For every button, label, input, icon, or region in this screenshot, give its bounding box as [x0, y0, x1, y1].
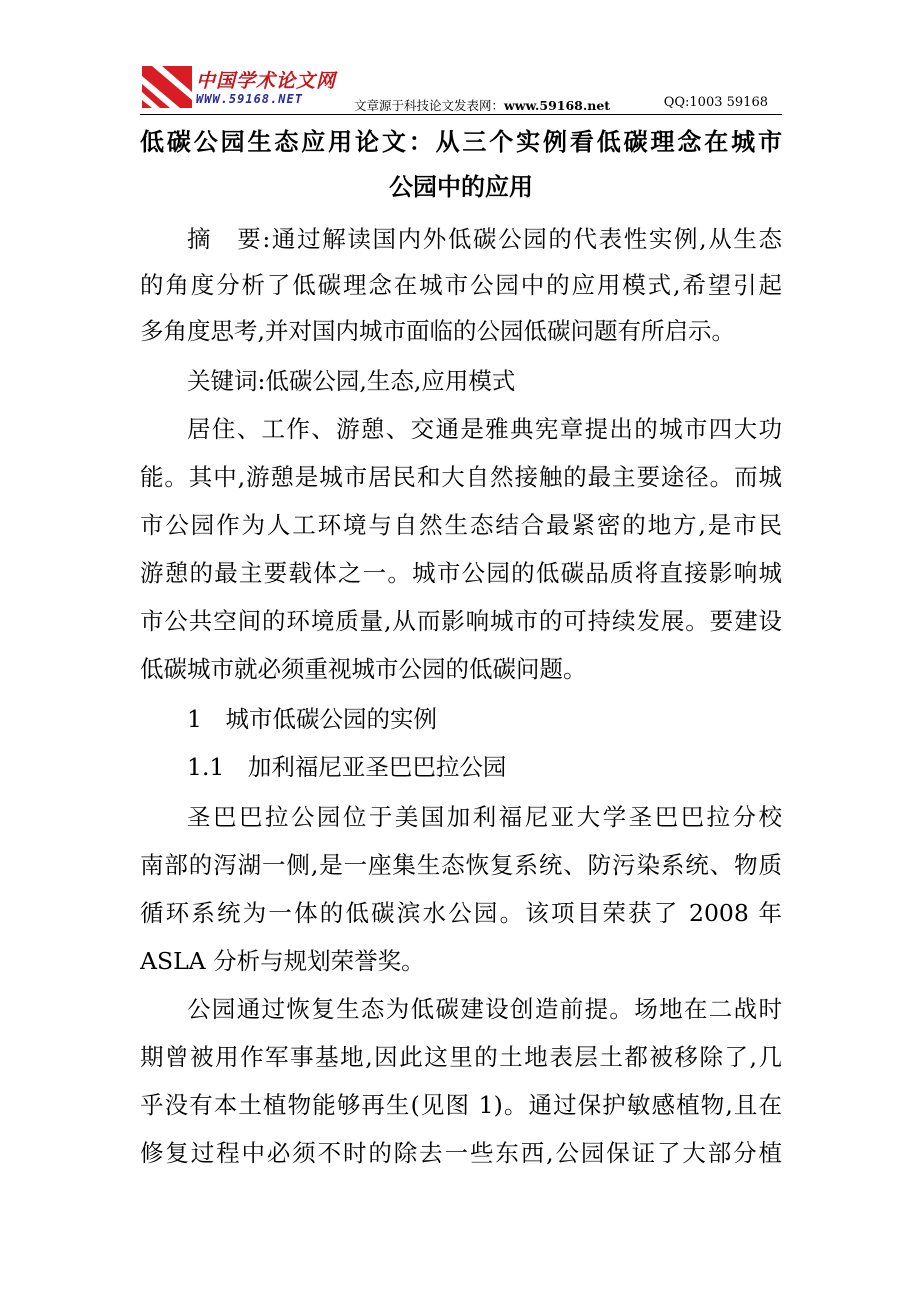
section-heading: 1 城市低碳公园的实例: [187, 705, 437, 733]
qq-number: QQ:1003 59168: [663, 95, 768, 110]
source-note: [354, 96, 610, 114]
body-line: 期曾被用作军事基地,因此这里的土地表层土都被移除了,几: [140, 1043, 782, 1071]
body-line: 乎没有本土植物能够再生(见图 1)。通过保护敏感植物,且在: [140, 1091, 782, 1119]
header-divider: [140, 114, 782, 115]
body-line: 循环系统为一体的低碳滨水公园。该项目荣获了 2008 年: [140, 899, 782, 927]
body-line: 游憩的最主要载体之一。城市公园的低碳品质将直接影响城: [140, 559, 782, 587]
body-line: 公园通过恢复生态为低碳建设创造前提。场地在二战时: [187, 995, 782, 1023]
logo-url: WWW.59168.NET: [196, 92, 303, 106]
body-line: 圣巴巴拉公园位于美国加利福尼亚大学圣巴巴拉分校: [187, 803, 782, 831]
abstract-line-2: 的角度分析了低碳理念在城市公园中的应用模式,希望引起: [140, 271, 782, 299]
body-line: 低碳城市就必须重视城市公园的低碳问题。: [140, 655, 587, 683]
body-line: 市公共空间的环境质量,从而影响城市的可持续发展。要建设: [140, 607, 782, 635]
source-prefix: 文章源于科技论文发表网：: [354, 98, 505, 113]
logo-text: 中国学术论文网: [196, 70, 337, 92]
source-url: www.59168.net: [504, 98, 611, 113]
site-logo: [140, 62, 340, 118]
article-title-line-2: 公园中的应用: [389, 173, 533, 201]
subsection-heading: 1.1 加利福尼亚圣巴巴拉公园: [187, 753, 507, 781]
body-line: 能。其中,游憩是城市居民和大自然接触的最主要途径。而城: [140, 463, 782, 491]
body-line: 南部的泻湖一侧,是一座集生态恢复系统、防污染系统、物质: [140, 851, 782, 879]
logo-emblem-icon: [140, 62, 196, 112]
body-line: 市公园作为人工环境与自然生态结合最紧密的地方,是市民: [140, 511, 782, 539]
body-line: 修复过程中必须不时的除去一些东西,公园保证了大部分植: [140, 1139, 782, 1167]
body-line: ASLA 分析与规划荣誉奖。: [140, 947, 425, 975]
page-header: [140, 62, 782, 118]
body-line: 居住、工作、游憩、交通是雅典宪章提出的城市四大功: [187, 415, 782, 443]
abstract-line-1: 摘 要:通过解读国内外低碳公园的代表性实例,从生态: [187, 225, 782, 253]
keywords-line: 关键词:低碳公园,生态,应用模式: [187, 367, 516, 395]
article-title-line-1: 低碳公园生态应用论文：从三个实例看低碳理念在城市: [140, 128, 782, 156]
abstract-line-3: 多角度思考,并对国内城市面临的公园低碳问题有所启示。: [140, 317, 735, 345]
